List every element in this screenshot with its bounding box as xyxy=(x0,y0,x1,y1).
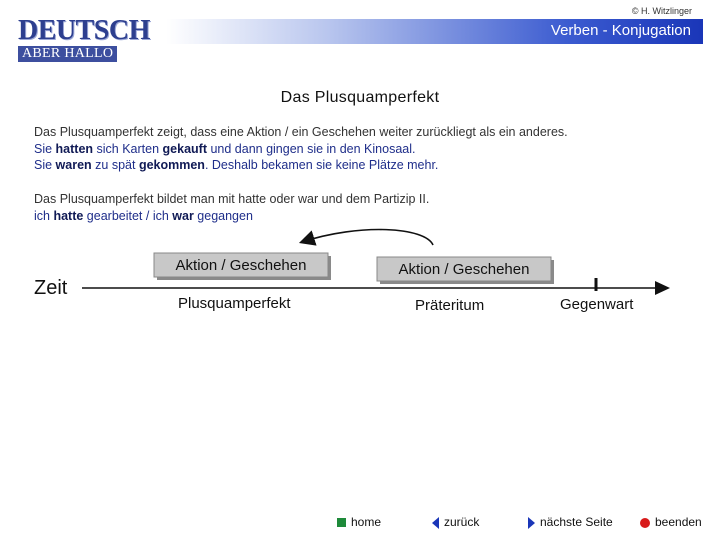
arrow-right-icon xyxy=(528,517,535,529)
next-page-button[interactable] xyxy=(528,515,613,529)
time-axis-arrowhead xyxy=(655,281,670,295)
label-prateritum: Präteritum xyxy=(415,297,485,314)
highlight-war: war xyxy=(172,208,194,223)
highlight-gekommen: gekommen xyxy=(138,158,205,172)
next-page-label: nächste Seite xyxy=(540,515,613,529)
page-title: Das Plusquamperfekt xyxy=(280,89,440,106)
header-title: Verben - Konjugation xyxy=(550,22,691,39)
time-axis-label: Zeit xyxy=(34,277,68,299)
home-square-icon xyxy=(337,518,346,527)
definition-line: Das Plusquamperfekt zeigt, dass eine Aktion / ein Geschehen weiter zurückliegt als ein anderes. xyxy=(34,125,568,139)
logo-subtitle: ABER HALLO xyxy=(18,46,117,62)
end-label: beenden xyxy=(655,515,702,529)
highlight-hatten: hatten xyxy=(55,141,94,156)
action-box-preterite-label: Aktion / Geschehen xyxy=(398,261,530,278)
example-line-1: Sie hatten sich Karten gekauft und dann gingen sie in den Kinosaal. xyxy=(34,141,416,156)
label-plusquamperfekt: Plusquamperfekt xyxy=(178,295,291,312)
highlight-waren: waren xyxy=(55,158,92,172)
timeline-diagram xyxy=(0,225,720,325)
label-gegenwart: Gegenwart xyxy=(560,296,634,313)
explanation-paragraph xyxy=(34,124,568,174)
formation-example-line: ich hatte gearbeitet / ich war gegangen xyxy=(34,208,253,223)
home-button[interactable] xyxy=(337,515,381,529)
arrow-left-icon xyxy=(432,517,439,529)
formation-paragraph xyxy=(34,191,429,224)
highlight-hatte: hatte xyxy=(53,208,84,223)
logo xyxy=(18,15,168,64)
formation-rule-line: Das Plusquamperfekt bildet man mit hatte oder war und dem Partizip II. xyxy=(34,192,430,206)
example-line-2: Sie waren zu spät gekommen. Deshalb bekamen sie keine Plätze mehr. xyxy=(34,158,439,172)
end-button[interactable] xyxy=(640,515,702,529)
back-button[interactable] xyxy=(432,515,479,529)
copyright-notice: © H. Witzlinger xyxy=(631,6,692,16)
home-label: home xyxy=(351,515,382,529)
header-bar xyxy=(166,19,703,44)
action-box-past-perfect-label: Aktion / Geschehen xyxy=(175,257,307,274)
backward-arrow xyxy=(302,230,433,245)
back-label: zurück xyxy=(444,515,480,529)
logo-title: DEUTSCH xyxy=(18,15,150,46)
stop-dot-icon xyxy=(640,518,650,528)
highlight-gekauft: gekauft xyxy=(162,141,207,156)
